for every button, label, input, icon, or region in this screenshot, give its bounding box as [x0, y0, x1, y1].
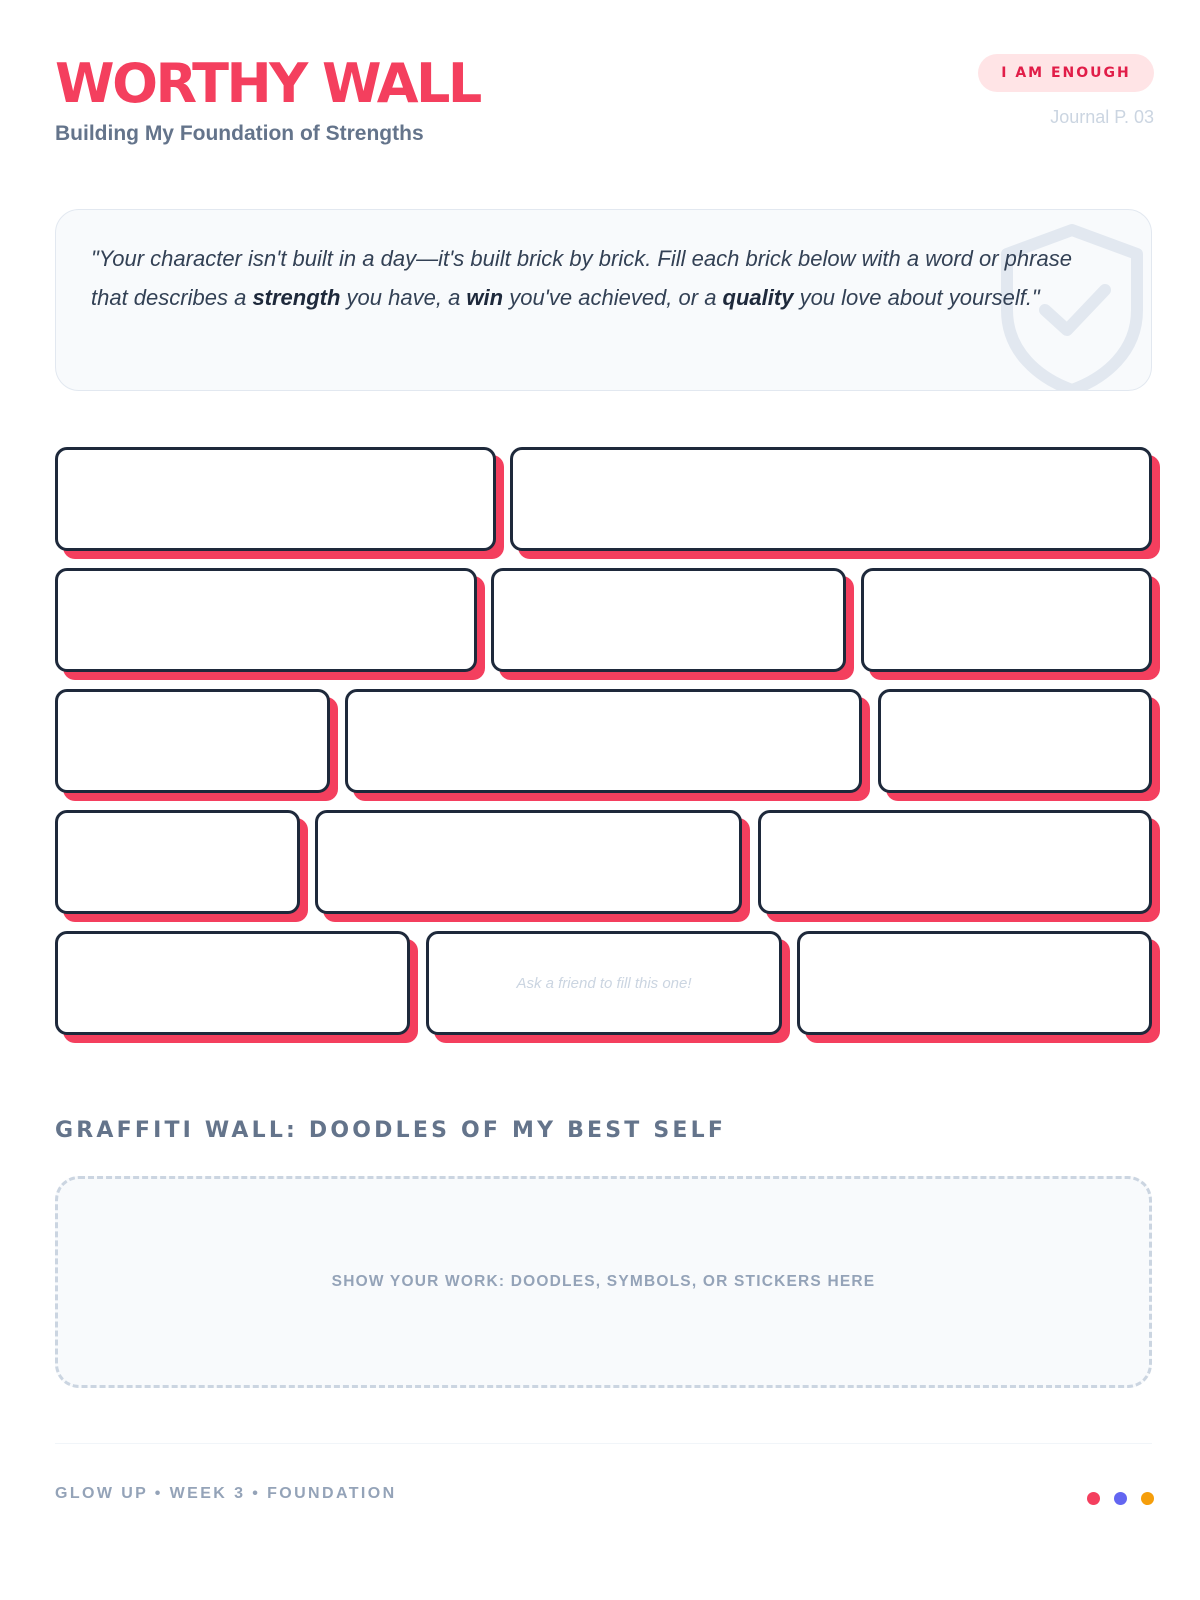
keyword-win: win	[466, 284, 504, 310]
footer-dots	[1087, 1492, 1154, 1505]
journal-page-number: Journal P. 03	[1050, 107, 1154, 127]
page-title: WORTHY WALL	[55, 52, 480, 115]
brick-input[interactable]	[758, 810, 1152, 914]
brick-input-friend[interactable]	[426, 931, 782, 1035]
footer-divider	[55, 1443, 1152, 1444]
brick-hint: Ask a friend to fill this one!	[516, 974, 692, 992]
brick-input[interactable]	[55, 931, 410, 1035]
brick-input[interactable]	[55, 689, 330, 793]
graffiti-heading: GRAFFITI WALL: DOODLES OF MY BEST SELF	[55, 1118, 727, 1143]
quote-card	[55, 209, 1152, 391]
brick-input[interactable]	[55, 810, 300, 914]
journal-page	[55, 0, 1154, 1600]
page-subtitle: Building My Foundation of Strengths	[55, 122, 424, 145]
brick-input[interactable]	[345, 689, 862, 793]
brick-input[interactable]	[55, 568, 477, 672]
dot-icon	[1141, 1492, 1154, 1505]
brick-input[interactable]	[315, 810, 742, 914]
keyword-strength: strength	[252, 284, 341, 310]
brick-input[interactable]	[55, 447, 496, 551]
dot-icon	[1114, 1492, 1127, 1505]
instruction-quote: "Your character isn't built in a day—it's built brick by brick. Fill each brick below with a word or phrase that describes a strength you have, a win you've achieved, or a quality you love about yourself."	[91, 246, 1072, 310]
brick-input[interactable]	[861, 568, 1152, 672]
graffiti-drawing-area[interactable]	[55, 1176, 1152, 1388]
keyword-quality: quality	[722, 284, 794, 310]
brick-wall	[55, 447, 1154, 1047]
brick-input[interactable]	[510, 447, 1152, 551]
affirmation-badge: I AM ENOUGH	[978, 54, 1154, 92]
brick-input[interactable]	[797, 931, 1152, 1035]
brick-input[interactable]	[491, 568, 846, 672]
dot-icon	[1087, 1492, 1100, 1505]
graffiti-placeholder: SHOW YOUR WORK: DOODLES, SYMBOLS, OR STICKERS HERE	[331, 1273, 876, 1290]
footer-label: GLOW UP • WEEK 3 • FOUNDATION	[55, 1485, 397, 1502]
brick-input[interactable]	[878, 689, 1152, 793]
